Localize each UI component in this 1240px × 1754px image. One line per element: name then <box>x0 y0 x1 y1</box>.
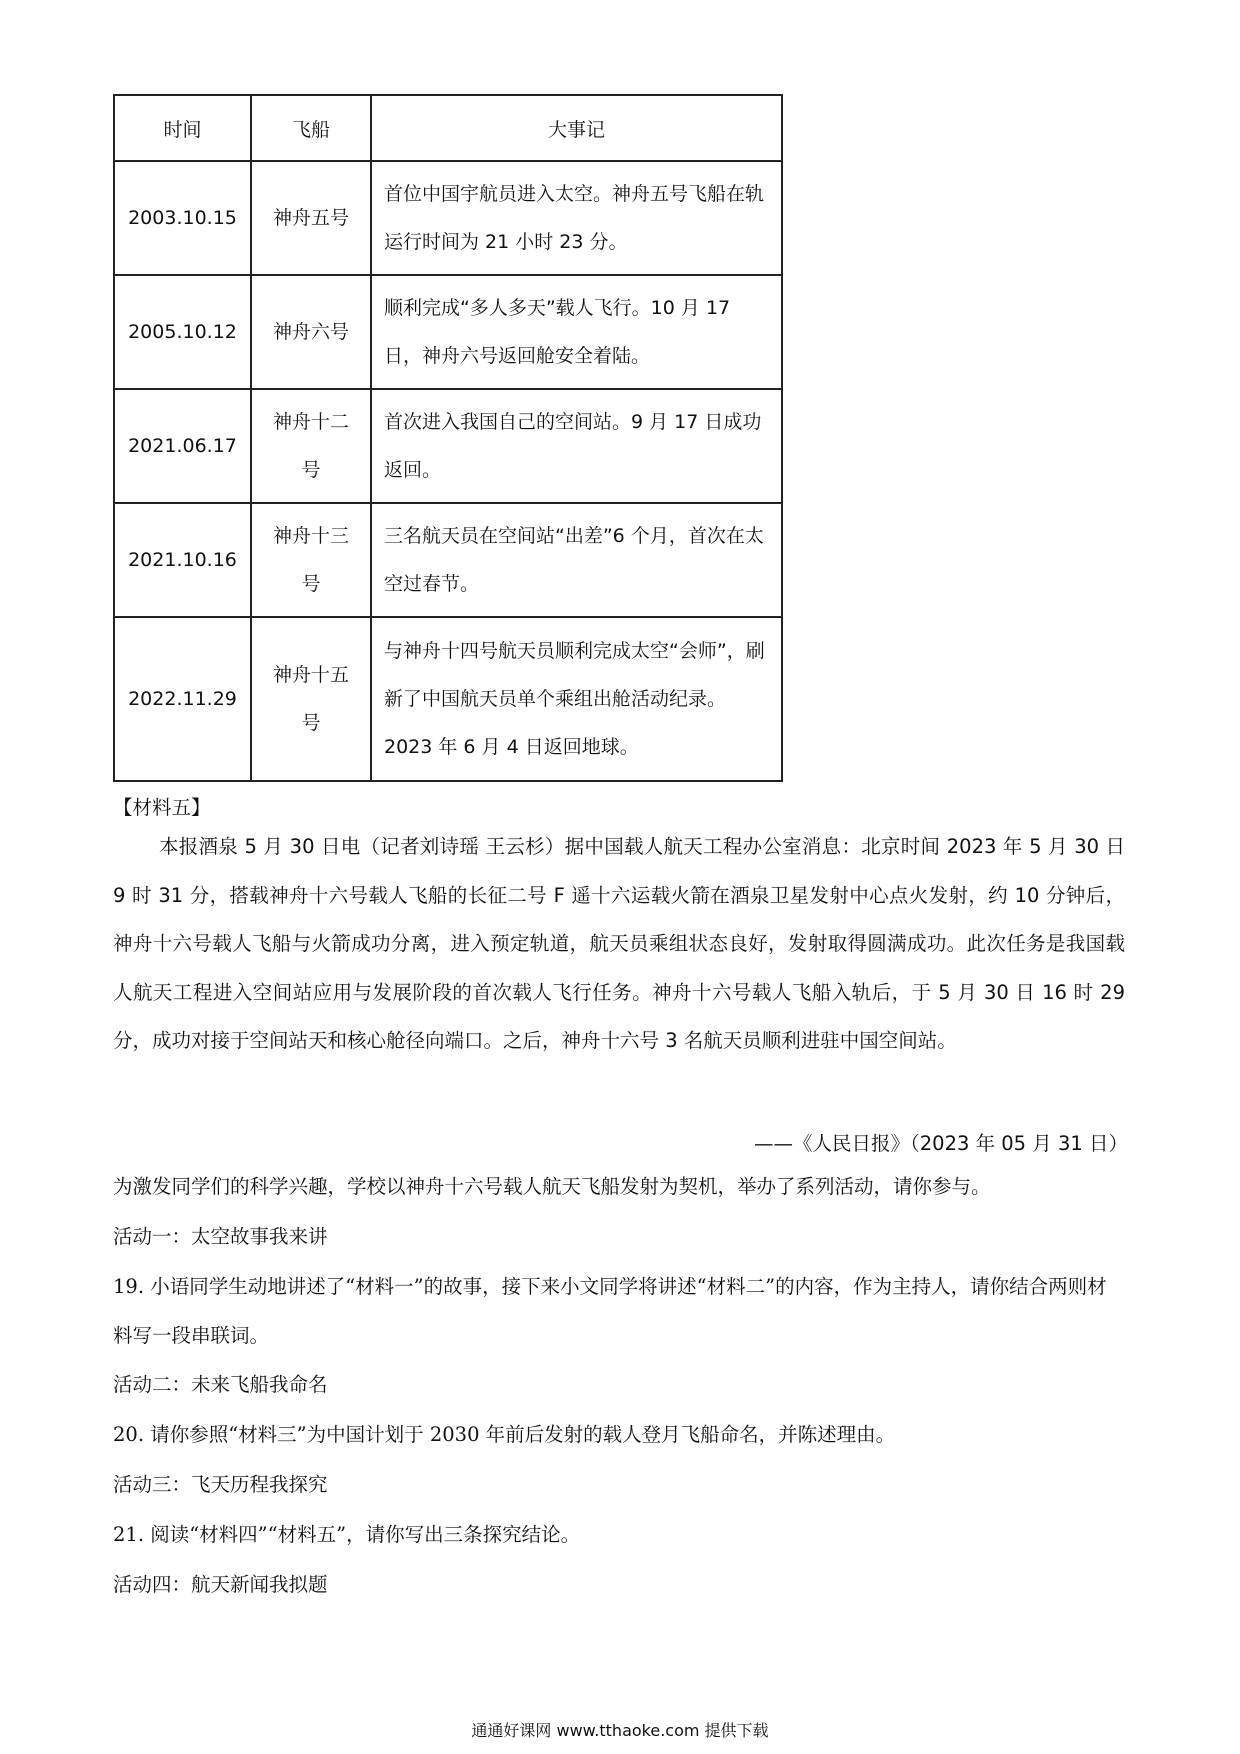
activity2-heading: 活动二：未来飞船我命名 <box>113 1373 328 1396</box>
row-date: 2021.10.16 <box>114 503 251 617</box>
table-row <box>114 389 782 503</box>
header-ship: 飞船 <box>251 95 371 161</box>
row-event: 三名航天员在空间站“出差”6 个月，首次在太空过春节。 <box>371 503 782 617</box>
activity1-heading: 活动一：太空故事我来讲 <box>113 1225 328 1248</box>
activity4-heading: 活动四：航天新闻我拟题 <box>113 1573 328 1596</box>
question-21: 21. 阅读“材料四”“材料五”，请你写出三条探究结论。 <box>113 1523 581 1546</box>
question-20: 20. 请你参照“材料三”为中国计划于 2030 年前后发射的载人登月飞船命名，并陈述理由。 <box>113 1423 896 1446</box>
row-event: 顺利完成“多人多天”载人飞行。10 月 17 日，神舟六号返回舱安全着陆。 <box>371 275 782 389</box>
header-events: 大事记 <box>371 95 782 161</box>
question-19: 19. 小语同学生动地讲述了“材料一”的故事，接下来小文同学将讲述“材料二”的内容，作为主持人，请你结合两则材料写一段串联词。 <box>113 1275 1107 1347</box>
row-date: 2021.06.17 <box>114 389 251 503</box>
intro-text: 为激发同学们的科学兴趣，学校以神舟十六号载人航天飞船发射为契机，举办了系列活动，请你参与。 <box>113 1175 991 1198</box>
row-ship: 神舟十二号 <box>251 389 371 503</box>
table-row <box>114 503 782 617</box>
table-row <box>114 161 782 275</box>
row-ship: 神舟五号 <box>251 161 371 275</box>
table-row <box>114 275 782 389</box>
table-row <box>114 617 782 781</box>
page-footer: 通通好课网 www.tthaoke.com 提供下载 <box>471 1721 769 1740</box>
row-date: 2005.10.12 <box>114 275 251 389</box>
row-ship: 神舟十三号 <box>251 503 371 617</box>
row-event: 与神舟十四号航天员顺利完成太空“会师”，刷新了中国航天员单个乘组出舱活动纪录。2023 年 6 月 4 日返回地球。 <box>371 617 782 781</box>
shenzhou-events-table <box>113 94 783 782</box>
header-time: 时间 <box>114 95 251 161</box>
row-date: 2022.11.29 <box>114 617 251 781</box>
row-ship: 神舟六号 <box>251 275 371 389</box>
material5-body: 本报酒泉 5 月 30 日电（记者刘诗瑶 王云杉）据中国载人航天工程办公室消息：北京时间 2023 年 5 月 30 日 9 时 31 分，搭载神舟十六号载人飞船的长征二号 F 遥十六运载火箭在酒泉卫星发射中心点火发射，约 10 分钟后，神舟十六号载人飞船与火箭成功分离，进入预定轨道，航天员乘组状态良好，发射取得圆满成功。此次任务是我国载人航天工程进入空间站应用与发展阶段的首次载人飞行任务。神舟十六号载人飞船入轨后，于 5 月 30 日 16 时 29 分，成功对接于空间站天和核心舱径向端口。之后，神舟十六号 3 名航天员顺利进驻中国空间站。 <box>113 835 1125 1052</box>
material5-heading: 【材料五】 <box>113 796 211 819</box>
row-event: 首次进入我国自己的空间站。9 月 17 日成功返回。 <box>371 389 782 503</box>
row-ship: 神舟十五号 <box>251 617 371 781</box>
row-event: 首位中国宇航员进入太空。神舟五号飞船在轨运行时间为 21 小时 23 分。 <box>371 161 782 275</box>
row-date: 2003.10.15 <box>114 161 251 275</box>
table-header-row <box>114 95 782 161</box>
activity3-heading: 活动三：飞天历程我探究 <box>113 1473 328 1496</box>
material5-source: ——《人民日报》（2023 年 05 月 31 日） <box>754 1132 1128 1155</box>
